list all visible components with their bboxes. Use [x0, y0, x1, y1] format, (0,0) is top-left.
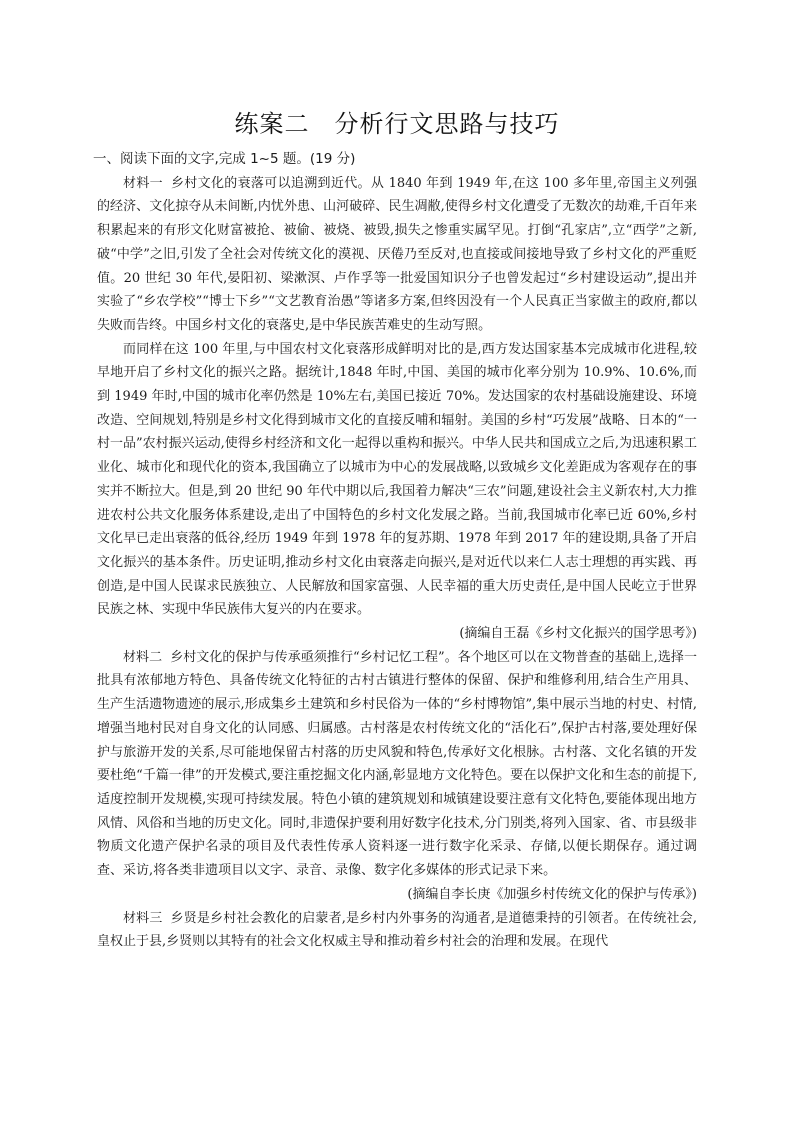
document-body [93, 148, 697, 954]
section-heading: 一、阅读下面的文字,完成 1~5 题。(19 分) [93, 151, 356, 167]
page-title: 练案二 分析行文思路与技巧 [234, 110, 560, 138]
material3-label: 材料三 [123, 910, 163, 926]
material1-paragraph2: 而同样在这 100 年里,与中国农村文化衰落形成鲜明对比的是,西方发达国家基本完成城市化进程,较早地开启了乡村文化的振兴之路。据统计,1848 年时,中国、美国的城市化率分别为 10.9%、10.6%,而到 1949 年时,中国的城市化率仍然是 10%左右,美国已接近 70%。发达国家的农村基础设施建设、环境改造、空间规划,特别是乡村文化得到城市文化的直接反哺和辐射。美国的乡村“巧发展”战略、日本的“一村一品”农村振兴运动,使得乡村经济和文化一起得以重构和振兴。中华人民共和国成立之后,为迅速积累工业化、城市化和现代化的资本,我国确立了以城市为中心的发展战略,以致城乡文化差距成为客观存在的事实并不断拉大。但是,到 20 世纪 90 年代中期以后,我国着力解决“三农”问题,建设社会主义新农村,大力推进农村公共文化服务体系建设,走出了中国特色的乡村文化发展之路。当前,我国城市化率已近 60%,乡村文化早已走出衰落的低谷,经历 1949 年到 1978 年的复苏期、1978 年到 2017 年的建设期,具备了开启文化振兴的基本条件。历史证明,推动乡村文化由衰落走向振兴,是对近代以来仁人志士理想的再实践、再创造,是中国人民谋求民族独立、人民解放和国家富强、人民幸福的重大历史责任,是中国人民屹立于世界民族之林、实现中华民族伟大复兴的内在要求。 [97, 341, 697, 618]
material2-source: (摘编自李长庚《加强乡村传统文化的保护与传承》) [407, 886, 697, 902]
material2-label: 材料二 [123, 649, 163, 665]
material2-paragraph [97, 646, 697, 883]
material1-paragraph1 [97, 172, 697, 338]
material3-paragraph [97, 907, 697, 954]
material1-source: (摘编自王磊《乡村文化振兴的国学思考》) [459, 626, 697, 642]
material1-label: 材料一 [123, 175, 163, 191]
material3-text: 乡贤是乡村社会教化的启蒙者,是乡村内外事务的沟通者,是道德秉持的引领者。在传统社会,皇权止于县,乡贤则以其特有的社会文化权威主导和推动着乡村社会的治理和发展。在现代 [97, 910, 697, 950]
material2-text: 乡村文化的保护与传承亟须推行“乡村记忆工程”。各个地区可以在文物普查的基础上,选择一批具有浓郁地方特色、具备传统文化特征的古村古镇进行整体的保留、保护和维修利用,结合生产用具、生产生活遗物遗迹的展示,形成集乡土建筑和乡村民俗为一体的“乡村博物馆”,集中展示当地的村史、村情,增强当地村民对自身文化的认同感、归属感。古村落是农村传统文化的“活化石”,保护古村落,要处理好保护与旅游开发的关系,尽可能地保留古村落的历史风貌和特色,传承好文化根脉。古村落、文化名镇的开发要杜绝“千篇一律”的开发模式,要注重挖掘文化内涵,彰显地方文化特色。要在以保护文化和生态的前提下,适度控制开发规模,实现可持续发展。特色小镇的建筑规划和城镇建设要注意有文化特色,要能体现出地方风情、风俗和当地的历史文化。同时,非遗保护要利用好数字化技术,分门别类,将列入国家、省、市县级非物质文化遗产保护名录的项目及代表性传承人资料逐一进行数字化采录、存储,以便长期保存。通过调查、采访,将各类非遗项目以文字、录音、录像、数字化多媒体的形式记录下来。 [97, 649, 697, 879]
material1-text1: 乡村文化的衰落可以追溯到近代。从 1840 年到 1949 年,在这 100 多年里,帝国主义列强的经济、文化掠夺从未间断,内忧外患、山河破碎、民生凋敝,使得乡村文化遭受了无数次的劫难,千百年来积累起来的有形文化财富被抢、被偷、被烧、被毁,损失之惨重实属罕见。打倒“孔家店”,立“西学”之新,破“中学”之旧,引发了全社会对传统文化的漠视、厌倦乃至反对,也直接或间接地导致了乡村文化的严重贬值。20 世纪 30 年代,晏阳初、梁漱溟、卢作孚等一批爱国知识分子也曾发起过“乡村建设运动”,提出并实验了“乡农学校”“博士下乡”“文艺教育治愚”等诸多方案,但终因没有一个人民真正当家做主的政府,都以失败而告终。中国乡村文化的衰落史,是中华民族苦难史的生动写照。 [97, 175, 697, 333]
